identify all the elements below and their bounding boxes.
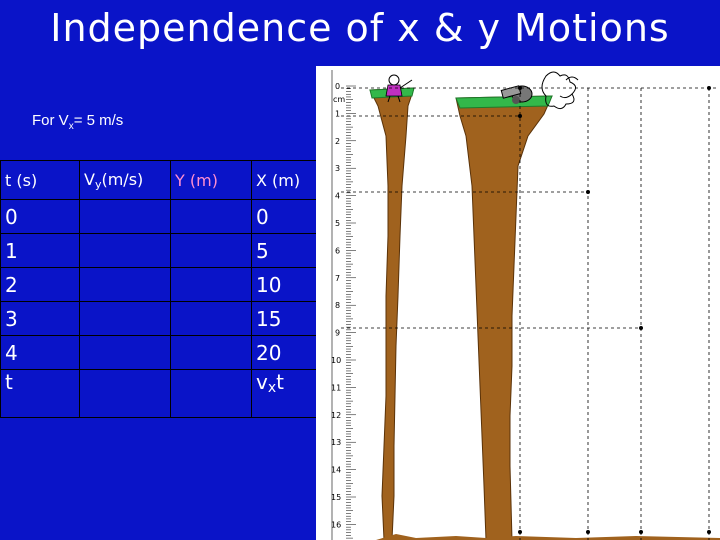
cell-vy — [80, 268, 171, 302]
table-row — [1, 234, 325, 268]
cell-time: t — [1, 370, 80, 418]
ruler-label: 4 — [335, 191, 341, 201]
ruler-label: 2 — [335, 136, 341, 146]
ruler-label: 10 — [331, 356, 342, 365]
trajectory-dots — [518, 86, 711, 534]
cell-x: $v_xt$ — [252, 370, 325, 418]
cell-x: 5 — [252, 234, 325, 268]
ruler-label: 8 — [335, 301, 341, 311]
ruler-label: 0 — [335, 82, 341, 91]
cell-x: 20 — [252, 336, 325, 370]
ruler-label: 13 — [331, 438, 342, 448]
velocity-caption-sub: x — [68, 121, 74, 132]
right-cliff — [456, 96, 552, 540]
dot-t4 — [707, 530, 711, 534]
cell-time: 4 — [1, 336, 80, 370]
cell-y — [171, 268, 252, 302]
ruler-unit: cm — [333, 95, 346, 104]
left-cliff — [370, 88, 414, 540]
cell-time: 1 — [1, 234, 80, 268]
cell-x: 0 — [252, 200, 325, 234]
cell-y — [171, 200, 252, 234]
dot-t1 — [518, 114, 522, 118]
ruler-label: 7 — [335, 273, 341, 283]
table-header-row — [1, 161, 325, 200]
cell-time: 2 — [1, 268, 80, 302]
dot-ground-1 — [518, 530, 522, 534]
ruler-label: 15 — [331, 493, 342, 502]
header-vy: $V_y(m/s)$ — [80, 161, 171, 200]
ruler-label: 9 — [335, 328, 341, 338]
cell-vy — [80, 200, 171, 234]
ruler-label: 5 — [335, 219, 341, 228]
cell-y — [171, 234, 252, 268]
cell-y — [171, 370, 252, 418]
cell-time: 0 — [1, 200, 80, 234]
ruler — [331, 70, 356, 540]
cell-time: 3 — [1, 302, 80, 336]
dot-ground-3 — [639, 530, 643, 534]
velocity-caption-prefix: For V — [32, 112, 69, 129]
ruler-label: 12 — [331, 410, 342, 420]
dot-t2 — [586, 190, 590, 194]
header-x: X (m) — [252, 161, 325, 200]
dot-top-right — [707, 86, 711, 90]
velocity-caption — [32, 112, 123, 132]
dot-t0 — [518, 86, 522, 90]
cell-x: 15 — [252, 302, 325, 336]
dot-ground-2 — [586, 530, 590, 534]
ground — [376, 534, 720, 540]
cell-y — [171, 302, 252, 336]
ruler-label: 16 — [331, 520, 342, 530]
cell-y — [171, 336, 252, 370]
cliff-svg — [316, 66, 720, 540]
motion-table — [0, 160, 325, 418]
ruler-label: 1 — [335, 109, 341, 119]
cliff-illustration — [316, 66, 720, 540]
cell-vy — [80, 370, 171, 418]
table-row — [1, 268, 325, 302]
header-time: t (s) — [1, 161, 80, 200]
table-row — [1, 370, 325, 418]
cell-vy — [80, 302, 171, 336]
header-y: Y (m) — [171, 161, 252, 200]
table-row — [1, 200, 325, 234]
dot-t3 — [639, 326, 643, 330]
cell-vy — [80, 336, 171, 370]
table-row — [1, 302, 325, 336]
cell-vy — [80, 234, 171, 268]
ruler-label: 3 — [335, 164, 341, 174]
ruler-label: 11 — [331, 383, 342, 393]
slide-title: Independence of x & y Motions — [50, 6, 670, 50]
cell-x: 10 — [252, 268, 325, 302]
velocity-caption-suffix: = 5 m/s — [73, 112, 124, 129]
ruler-label: 6 — [335, 246, 341, 256]
ruler-label: 14 — [331, 465, 342, 475]
table-row — [1, 336, 325, 370]
